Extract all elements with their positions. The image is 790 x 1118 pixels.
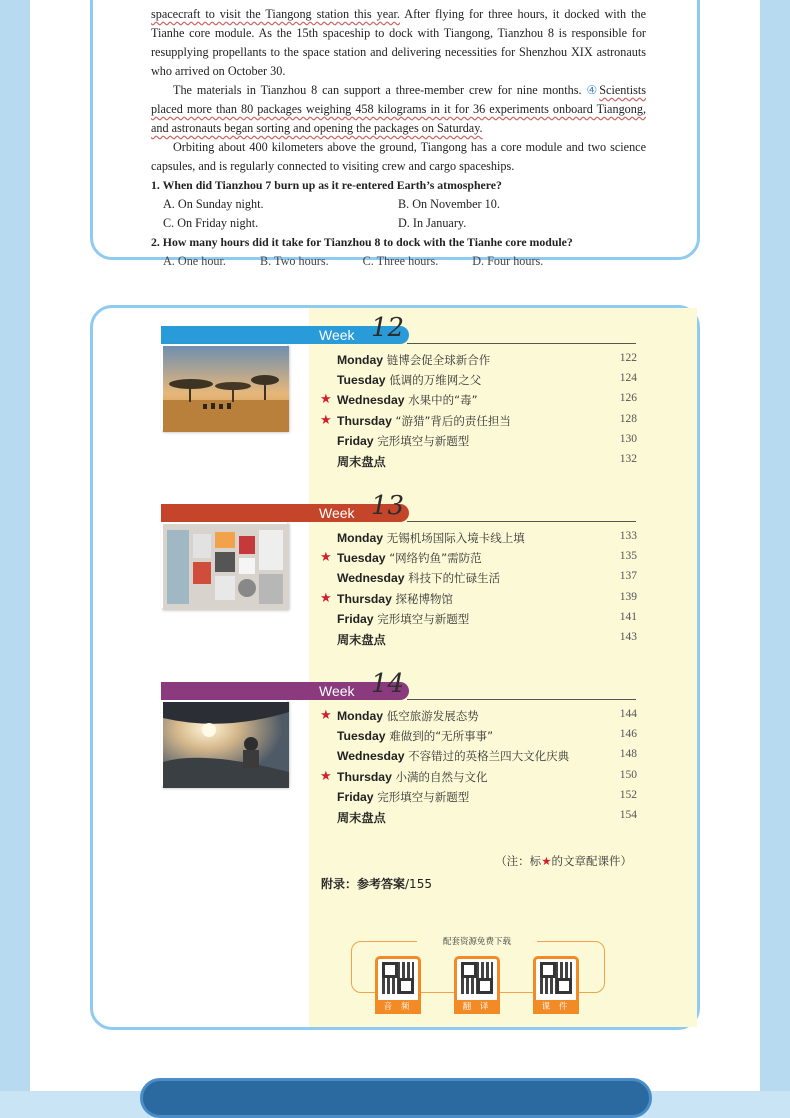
star-icon: ★ (320, 708, 332, 723)
contents-card (90, 305, 700, 1030)
toc-day: Wednesday (337, 571, 405, 586)
option-a[interactable]: A. On Sunday night. (163, 197, 264, 211)
toc-title: 完形填空与新题型 (373, 789, 470, 804)
toc-day: Monday (337, 709, 384, 723)
option-c[interactable]: C. Three hours. (362, 254, 439, 268)
option-a[interactable]: A. One hour. (163, 254, 226, 268)
paragraph-2 (151, 81, 646, 138)
appendix-page: /155 (405, 877, 432, 891)
goods-photo (161, 522, 287, 608)
week-13-list (320, 530, 637, 651)
toc-day: Thursday (337, 413, 392, 428)
toc-page: 143 (619, 630, 637, 643)
week-14-list (320, 708, 637, 829)
toc-title: 小满的自然与文化 (391, 769, 488, 784)
toc-page: 139 (619, 590, 637, 603)
toc-day: Thursday (337, 591, 392, 606)
star-icon: ★ (541, 854, 552, 868)
question-1-options (163, 195, 633, 214)
toc-entry[interactable] (337, 372, 637, 392)
toc-day: Monday (337, 353, 384, 367)
left-border (0, 0, 30, 1091)
toc-title: 探秘博物馆 (391, 591, 454, 606)
appendix-label: 附录：参考答案 (321, 877, 406, 891)
toc-day: Tuesday (337, 373, 386, 388)
savanna-photo (161, 344, 287, 430)
toc-day: Tuesday (337, 729, 386, 744)
option-c[interactable]: C. On Friday night. (163, 216, 259, 230)
toc-title: 完形填空与新题型 (373, 433, 470, 448)
divider (407, 521, 636, 522)
toc-entry[interactable] (337, 789, 637, 809)
week-header-bar (161, 491, 409, 522)
toc-title: 科技下的忙碌生活 (404, 571, 501, 586)
week-label: Week (319, 683, 355, 699)
toc-page: 148 (619, 748, 637, 761)
toc-day: Tuesday (337, 551, 386, 566)
toc-page: 137 (619, 570, 637, 583)
divider (407, 699, 636, 700)
toc-day: Thursday (337, 769, 392, 784)
star-icon: ★ (320, 550, 332, 566)
week-label: Week (319, 327, 355, 343)
qr-code-icon (461, 962, 493, 994)
toc-title: “网络钓鱼”需防范 (385, 551, 482, 566)
toc-entry[interactable] (320, 768, 637, 789)
toc-page: 141 (619, 610, 637, 623)
qr-label: 课 件 (533, 1000, 579, 1014)
qr-translation[interactable] (454, 956, 500, 1014)
note-text-b: 的文章配课件） (551, 854, 632, 868)
week-number: 13 (371, 491, 405, 521)
qr-code-icon (382, 962, 414, 994)
option-b[interactable]: B. Two hours. (259, 254, 329, 268)
reading-card (90, 0, 700, 268)
question-1: 1. When did Tianzhou 7 burn up as it re-entered Earth’s atmosphere? (151, 178, 502, 192)
toc-day: Friday (337, 433, 374, 448)
toc-entry[interactable] (337, 631, 637, 651)
sentence-marker: ④ (586, 83, 600, 97)
note-text-a: （注：标 (495, 854, 542, 868)
divider (407, 343, 636, 344)
toc-entry[interactable] (320, 590, 637, 611)
qr-label: 音 频 (375, 1000, 421, 1014)
toc-entry[interactable] (337, 570, 637, 590)
toc-entry[interactable] (337, 728, 637, 748)
toc-entry[interactable] (337, 748, 637, 768)
toc-day: Wednesday (337, 393, 405, 408)
qr-audio[interactable] (375, 956, 421, 1014)
question-2: 2. How many hours did it take for Tianzhou 8 to dock with the Tianhe core module? (151, 235, 573, 249)
toc-page: 133 (619, 530, 637, 542)
toc-entry[interactable] (337, 530, 637, 550)
option-b[interactable]: B. On November 10. (398, 197, 500, 211)
toc-title: 完形填空与新题型 (373, 611, 470, 626)
paragraph-2-a: The materials in Tianzhou 8 can support a three-member crew for nine months. (173, 83, 582, 97)
qr-courseware[interactable] (533, 956, 579, 1014)
appendix-entry[interactable] (321, 875, 432, 892)
week-12-block (161, 313, 637, 469)
paragraph-1-rest: After flying for three hours, it docked with the Tianhe core module. As the 15th spaceship to dock with Tiangong, Tianzhou 8 is responsible for resupplying propellants to the space station and delivering necessities for Shenzhou XIX astronauts who arrived on October 30. (151, 7, 646, 78)
toc-entry[interactable] (337, 611, 637, 631)
toc-page: 132 (619, 452, 637, 465)
toc-day: Wednesday (337, 749, 405, 764)
star-icon: ★ (320, 590, 332, 606)
toc-page: 130 (619, 432, 637, 445)
toc-title: 水果中的“毒” (404, 393, 478, 408)
toc-title: 低调的万维网之父 (385, 373, 482, 388)
week-12-list (320, 352, 637, 473)
toc-title: 不容错过的英格兰四大文化庆典 (404, 749, 570, 764)
star-icon: ★ (320, 768, 332, 784)
week-label: Week (319, 505, 355, 521)
week-number: 12 (371, 313, 405, 343)
option-d[interactable]: D. Four hours. (472, 254, 544, 268)
toc-entry[interactable] (320, 412, 637, 433)
toc-day: Friday (337, 789, 374, 804)
toc-page: 128 (619, 412, 637, 425)
qr-label: 翻 译 (454, 1000, 500, 1014)
underlined-lead: spacecraft to visit the Tiangong station this year. (151, 7, 400, 21)
toc-entry[interactable] (320, 392, 637, 412)
option-d[interactable]: D. In January. (398, 216, 467, 230)
right-border (760, 0, 790, 1091)
toc-title: “游猎”背后的责任担当 (391, 413, 511, 428)
toc-day: Friday (337, 611, 374, 626)
paragraph-1 (151, 5, 646, 81)
flight-photo (161, 700, 287, 786)
next-card-edge (140, 1078, 652, 1118)
week-header-bar (161, 313, 409, 344)
question-2-options (163, 252, 646, 268)
toc-title: 链博会促全球新合作 (383, 353, 491, 367)
star-icon: ★ (320, 412, 332, 428)
toc-page: 152 (619, 788, 637, 801)
toc-page: 144 (619, 708, 637, 720)
toc-entry[interactable] (337, 453, 637, 473)
toc-page: 146 (619, 728, 637, 741)
courseware-note (495, 853, 632, 869)
paragraph-2-b: Scientists placed more than 80 packages weighing 458 kilograms in it for 36 experiments onboard Tiangong, and astronauts began sorting and opening the packages on Saturday. (151, 83, 646, 135)
week-number: 14 (371, 669, 405, 699)
week-13-block (161, 491, 637, 647)
toc-day: 周末盘点 (337, 810, 386, 825)
toc-title: 难做到的“无所事事” (385, 729, 494, 744)
toc-title: 无锡机场国际入境卡线上填 (383, 531, 525, 545)
toc-title: 低空旅游发展态势 (383, 709, 479, 723)
toc-entry[interactable] (337, 433, 637, 453)
toc-entry[interactable] (320, 550, 637, 570)
toc-day: 周末盘点 (337, 632, 386, 647)
toc-page: 122 (619, 352, 637, 364)
question-1-options-2 (163, 214, 633, 233)
download-title: 配套资源免费下载 (417, 935, 537, 947)
toc-page: 150 (619, 768, 637, 781)
toc-page: 126 (619, 392, 637, 405)
toc-day: 周末盘点 (337, 454, 386, 469)
toc-page: 135 (619, 550, 637, 563)
toc-entry[interactable] (337, 809, 637, 829)
paragraph-3: Orbiting about 400 kilometers above the ground, Tiangong has a core module and two science capsules, and is regularly connected to visiting crew and cargo spaceships. (151, 140, 646, 173)
reading-text (151, 5, 646, 268)
week-14-block (161, 669, 637, 825)
week-header-bar (161, 669, 409, 700)
toc-day: Monday (337, 531, 384, 545)
star-icon: ★ (320, 392, 332, 408)
toc-page: 154 (619, 808, 637, 821)
toc-entry[interactable] (320, 708, 637, 728)
toc-page: 124 (619, 372, 637, 385)
toc-entry[interactable] (337, 352, 637, 372)
qr-code-icon (540, 962, 572, 994)
